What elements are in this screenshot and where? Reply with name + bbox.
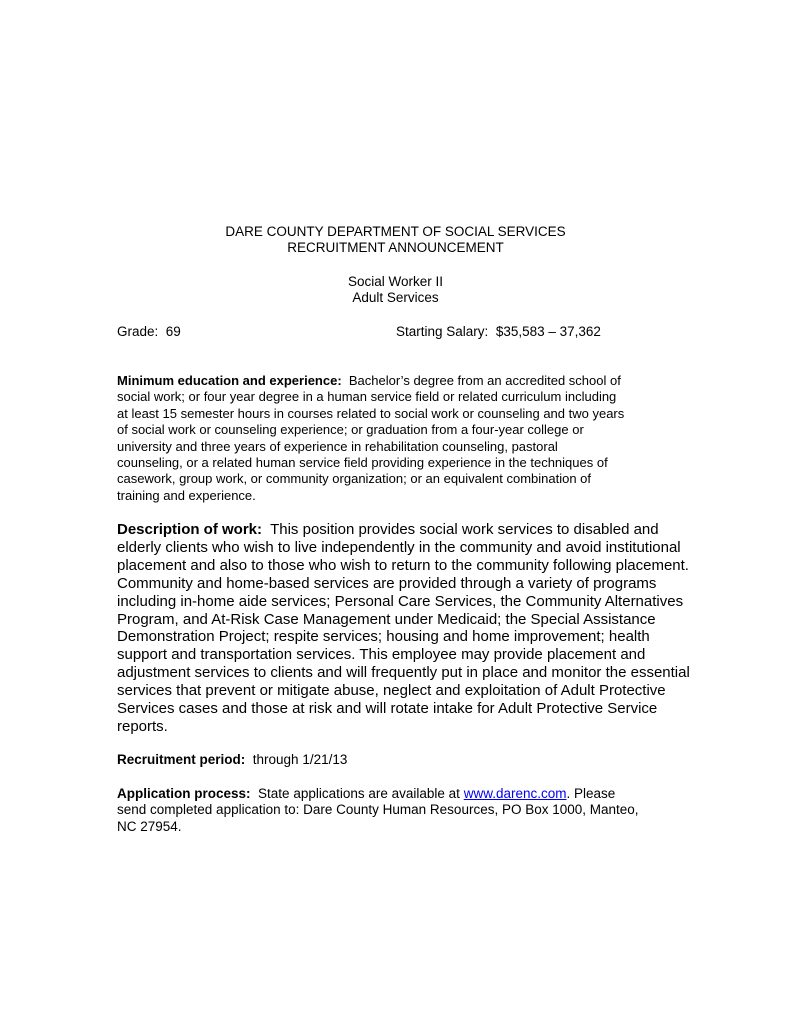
application-process-section [117,786,697,835]
desc-line: Demonstration Project; respite services; housing and home improvement; health [117,628,650,646]
app-line [117,786,697,802]
min-edu-line: social work; or four year degree in a human service field or related curriculum including [117,389,617,405]
description-section [117,521,717,736]
desc-line: Services cases and those at risk and will rotate intake for Adult Protective Service [117,700,658,718]
desc-line: reports. [117,717,168,735]
min-edu-line: casework, group work, or community organization; or an equivalent combination of [117,471,592,487]
position-title: Social Worker II [347,274,444,289]
minimum-education-section [117,373,687,504]
desc-line [117,521,717,539]
recruitment-label: Recruitment period: [117,752,246,767]
grade-label: Grade: [117,324,159,339]
salary-line [396,324,601,340]
recruitment-period [117,752,347,768]
salary-value: $35,583 – 37,362 [495,324,601,339]
desc-line: Program, and At-Risk Case Management under Medicaid; the Special Assistance [117,610,656,628]
app-line: send completed application to: Dare County Human Resources, PO Box 1000, Manteo, [117,802,639,818]
description-label: Description of work: [117,521,263,538]
min-edu-line [117,373,687,389]
salary-label: Starting Salary: [396,324,489,339]
desc-line: support and transportation services. This employee may provide placement and [117,646,646,664]
desc-line: elderly clients who wish to live independently in the community and avoid institutional [117,538,681,556]
min-edu-line: counseling, or a related human service field providing experience in the techniques of [117,455,608,471]
recruitment-value: through 1/21/13 [252,752,348,767]
desc-line: placement and also to those who wish to return to the community following placement. [117,556,689,574]
grade-value: 69 [165,324,181,339]
min-edu-line: university and three years of experience in rehabilitation counseling, pastoral [117,438,558,454]
min-edu-label: Minimum education and experience: [117,373,342,388]
announcement-title: RECRUITMENT ANNOUNCEMENT [287,240,504,255]
desc-line: Community and home-based services are provided through a variety of programs [117,574,657,592]
application-label: Application process: [117,786,251,801]
grade-line [117,324,181,340]
min-edu-line: training and experience. [117,487,256,503]
app-text-after-link: . Please [566,786,616,801]
min-edu-text: Bachelor’s degree from an accredited school of [348,373,621,388]
desc-line: services that prevent or mitigate abuse, neglect and exploitation of Adult Protective [117,682,666,700]
website-link[interactable]: www.darenc.com [463,786,567,801]
division-name: Adult Services [352,290,439,305]
app-text-before-link: State applications are available at [258,786,460,801]
desc-text: This position provides social work services to disabled and [270,521,659,538]
app-line: NC 27954. [117,818,182,834]
desc-line: including in-home aide services; Personal Care Services, the Community Alternatives [117,592,684,610]
desc-line: adjustment services to clients and will frequently put in place and monitor the essential [117,664,690,682]
min-edu-line: at least 15 semester hours in courses related to social work or counseling and two years [117,405,625,421]
min-edu-line: of social work or counseling experience; or graduation from a four-year college or [117,422,584,438]
agency-name: DARE COUNTY DEPARTMENT OF SOCIAL SERVICES [225,224,566,239]
